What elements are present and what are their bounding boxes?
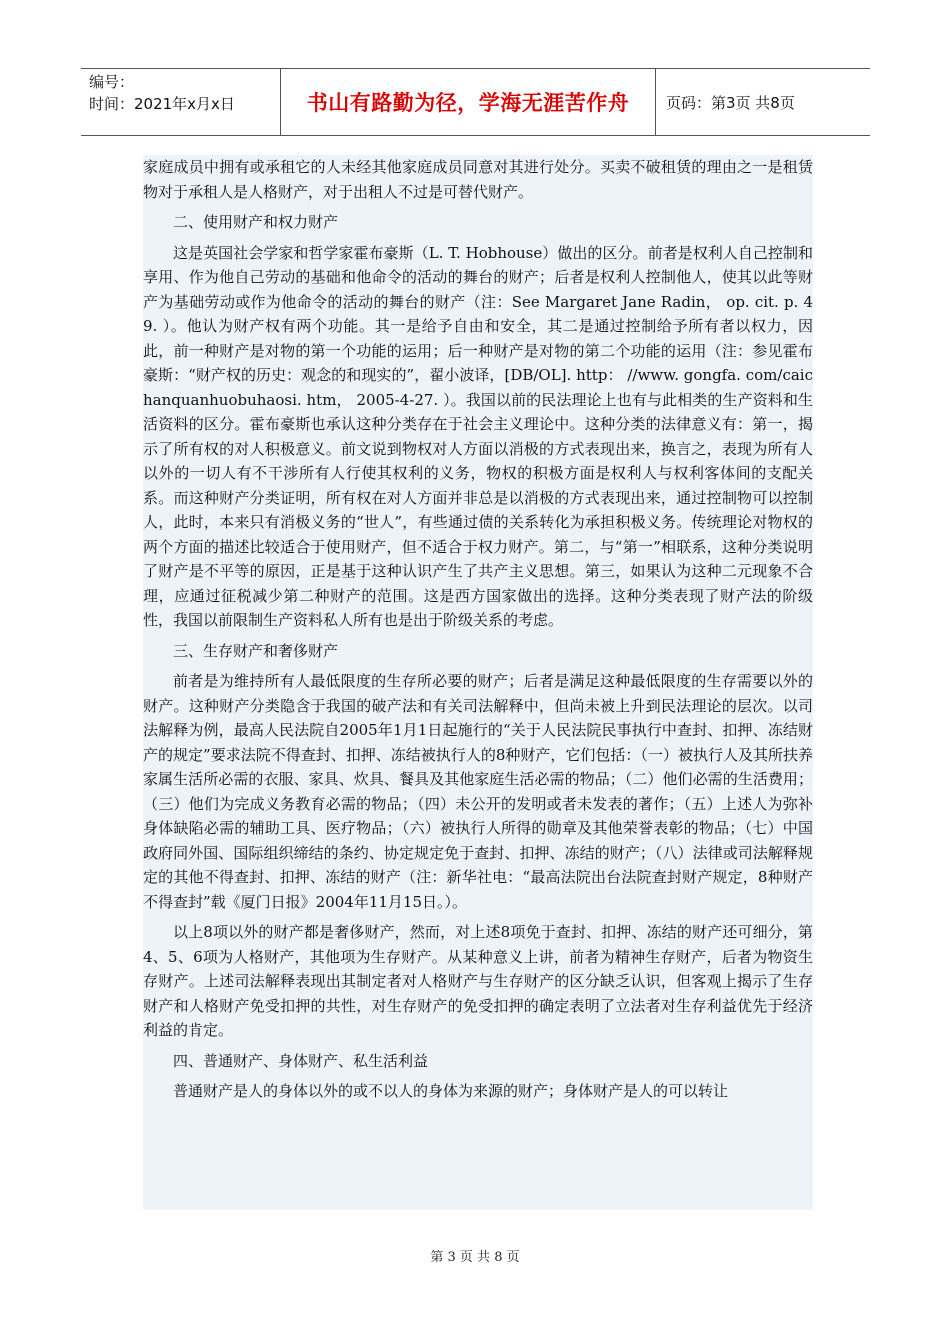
header-motto: 书山有路勤为径，学海无涯苦作舟	[281, 69, 656, 135]
section-heading: 四、普通财产、身体财产、私生活利益	[173, 1051, 429, 1070]
section-heading: 三、生存财产和奢侈财产	[173, 641, 339, 660]
serial-number-label: 编号：	[89, 73, 135, 91]
paragraph: 这是英国社会学家和哲学家霍布豪斯（L. T. Hobhouse）做出的区分。前者是权利人自己控制和享用、作为他自己劳动的基础和他命令的活动的舞台的财产；后者是权利人控制他人，使其以此等财产为基础劳动或作为他命令的活动的舞台的财产（注：See Margaret Jane Radin， op. cit. p. 49. ）。他认为财产权有两个功能。其一是给予自由和安全，其二是通过控制给予所有者以权力，因此，前一种财产是对物的第一个功能的运用；后一种财产是对物的第二个功能的运用（注：参见霍布豪斯：“财产权的历史：观念的和现实的”，翟小波译，[DB/OL]. http： //www. gongfa. com/caichanquanhuobuhaosi. htm， 2005-4-27. ）。我国以前的民法理论上也有与此相类的生产资料和生活资料的区分。霍布豪斯也承认这种分类存在于社会主义理论中。这种分类的法律意义有：第一，揭示了所有权的对人积极意义。前文说到物权对人方面以消极的方式表现出来，换言之，表现为所有人以外的一切人有不干涉所有人行使其权利的义务，物权的积极方面是权利人与权利客体间的支配关系。而这种财产分类证明，所有权在对人方面并非总是以消极的方式表现出来，通过控制物可以控制人，此时，本来只有消极义务的“世人”，有些通过债的关系转化为承担积极义务。传统理论对物权的两个方面的描述比较适合于使用财产，但不适合于权力财产。第二，与“第一”相联系，这种分类说明了财产是不平等的原因，正是基于这种认识产生了共产主义思想。第三，如果认为这种二元现象不合理，应通过征税减少第二种财产的范围。这是西方国家做出的选择。这种分类表现了财产法的阶级性，我国以前限制生产资料私人所有也是出于阶级关系的考虑。	[143, 243, 813, 629]
paragraph: 前者是为维持所有人最低限度的生存所必要的财产；后者是满足这种最低限度的生存需要以外的财产。这种财产分类隐含于我国的破产法和有关司法解释中，但尚未被上升到民法理论的层次。以司法解释为例，最高人民法院自2005年1月1日起施行的“关于人民法院民事执行中查封、扣押、冻结财产的规定”要求法院不得查封、扣押、冻结被执行人的8种财产，它们包括：（一）被执行人及其所扶养家属生活所必需的衣服、家具、炊具、餐具及其他家庭生活必需的物品；（二）他们必需的生活费用；（三）他们为完成义务教育必需的物品；（四）未公开的发明或者未发表的著作；（五）上述人为弥补身体缺陷必需的辅助工具、医疗物品；（六）被执行人所得的勋章及其他荣誉表彰的物品；（七）中国政府同外国、国际组织缔结的条约、协定规定免于查封、扣押、冻结的财产；（八）法律或司法解释规定的其他不得查封、扣押、冻结的财产（注：新华社电：“最高法院出台法院查封财产规定，8种财产不得查封”载《厦门日报》2004年11月15日。）。	[143, 672, 813, 911]
paragraph: 以上8项以外的财产都是奢侈财产，然而，对上述8项免于查封、扣押、冻结的财产还可细分，第4、5、6项为人格财产，其他项为生存财产。从某种意义上讲，前者为精神生存财产，后者为物资生存财产。上述司法解释表现出其制定者对人格财产与生存财产的区分缺乏认识，但客观上揭示了生存财产和人格财产免受扣押的共性，对生存财产的免受扣押的确定表明了立法者对生存利益优先于经济利益的肯定。	[143, 923, 813, 1039]
header-page-number: 页码：第3页 共8页	[666, 93, 795, 112]
paragraph: 普通财产是人的身体以外的或不以人的身体为来源的财产；身体财产是人的可以转让	[173, 1082, 729, 1100]
date-label: 时间：2021年x月x日	[89, 95, 235, 113]
section-heading: 二、使用财产和权力财产	[173, 213, 339, 231]
paragraph: 家庭成员中拥有或承租它的人未经其他家庭成员同意对其进行处分。买卖不破租赁的理由之一是租赁物对于承租人是人格财产，对于出租人不过是可替代财产。	[143, 158, 813, 201]
document-body	[143, 155, 813, 1210]
page-header	[81, 68, 870, 136]
page-footer: 第 3 页 共 8 页	[430, 1250, 520, 1265]
header-meta	[81, 69, 281, 135]
